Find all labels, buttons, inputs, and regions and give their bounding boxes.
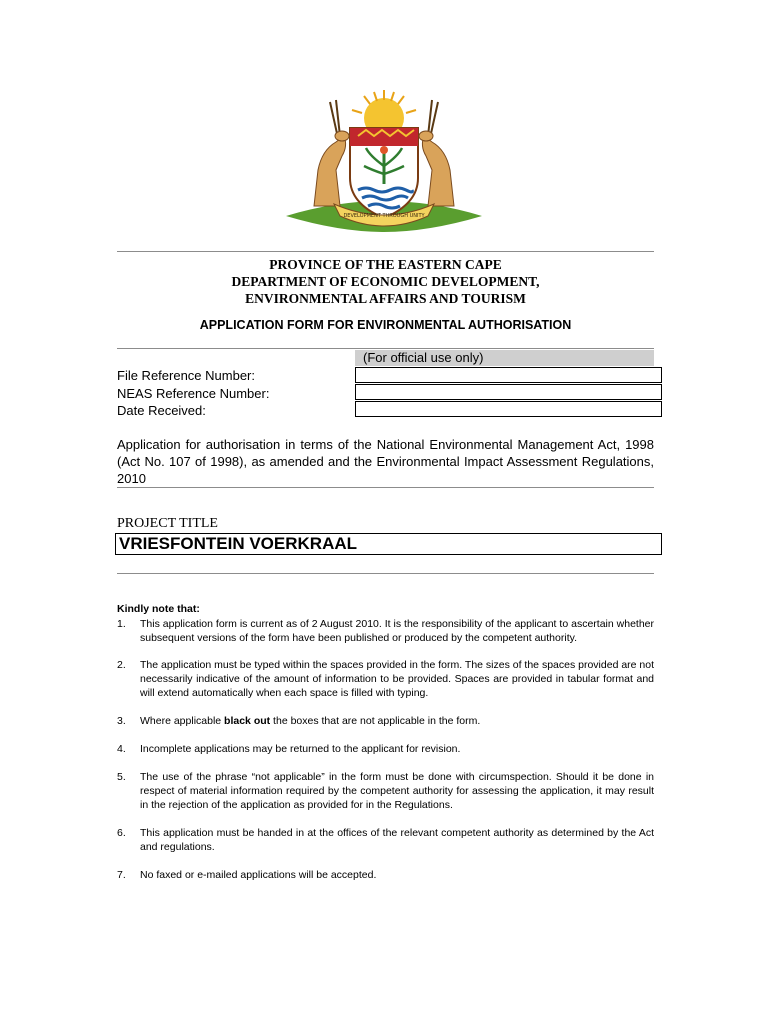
note-text: This application form is current as of 2 August 2010. It is the responsibility of the applicant to ascertain whether subsequent versions of the form have been published or produced by the competent authority. bbox=[140, 618, 654, 644]
note-number: 3. bbox=[117, 715, 126, 727]
note-number: 4. bbox=[117, 743, 126, 755]
antelope-supporter-right-icon bbox=[419, 100, 454, 206]
motto-text: DEVELOPMENT THROUGH UNITY bbox=[343, 213, 425, 219]
coat-of-arms-logo bbox=[278, 86, 490, 234]
note-text: This application must be handed in at the offices of the relevant competent authority as determined by the Act and regulations. bbox=[140, 827, 654, 853]
note-item-5 bbox=[117, 770, 654, 812]
note-item-1 bbox=[117, 617, 654, 645]
date-received-field[interactable] bbox=[355, 401, 662, 417]
page-title: APPLICATION FORM FOR ENVIRONMENTAL AUTHORISATION bbox=[199, 318, 572, 332]
header-province: PROVINCE OF THE EASTERN CAPE bbox=[269, 257, 502, 272]
note-text: The application must be typed within the spaces provided in the form. The sizes of the spaces provided are not necessarily indicative of the amount of information to be provided. Spaces are provided in tabular format and will extend automatically when each space is filled with typing. bbox=[140, 659, 655, 699]
note-item-6 bbox=[117, 826, 654, 854]
file-reference-label: File Reference Number: bbox=[117, 368, 255, 383]
note-item-2 bbox=[117, 658, 654, 700]
note-number: 2. bbox=[117, 659, 126, 671]
note-number: 5. bbox=[117, 771, 126, 783]
project-title-field[interactable]: VRIESFONTEIN VOERKRAAL bbox=[115, 533, 662, 555]
header-rule-top bbox=[117, 251, 654, 252]
date-received-label: Date Received: bbox=[117, 403, 206, 418]
note-text: Where applicable black out the boxes that are not applicable in the form. bbox=[140, 715, 481, 727]
file-reference-field[interactable] bbox=[355, 367, 662, 383]
title-rule bbox=[117, 348, 654, 349]
neas-reference-field[interactable] bbox=[355, 384, 662, 400]
header-department: DEPARTMENT OF ECONOMIC DEVELOPMENT, bbox=[231, 274, 540, 289]
note-item-7 bbox=[117, 868, 654, 882]
note-text: No faxed or e-mailed applications will be accepted. bbox=[140, 869, 377, 881]
notes-heading: Kindly note that: bbox=[117, 603, 200, 615]
note-number: 6. bbox=[117, 827, 126, 839]
project-title-label: PROJECT TITLE bbox=[117, 516, 218, 531]
antelope-supporter-left-icon bbox=[314, 100, 349, 206]
header-department-cont: ENVIRONMENTAL AFFAIRS AND TOURISM bbox=[245, 291, 526, 306]
neas-reference-label: NEAS Reference Number: bbox=[117, 386, 270, 401]
official-use-heading: (For official use only) bbox=[355, 350, 654, 366]
application-statement: Application for authorisation in terms of the National Environmental Management Act, 1998 (Act No. 107 of 1998), as amended and the Environmental Impact Assessment Regulations, 2010 bbox=[117, 437, 654, 486]
note-item-4 bbox=[117, 742, 654, 756]
note-number: 7. bbox=[117, 869, 126, 881]
note-text: Incomplete applications may be returned to the applicant for revision. bbox=[140, 743, 461, 755]
note-text: The use of the phrase “not applicable” in the form must be done with circumspection. Should it be done in respect of material information required by the competent authority for assessing the application, it may result in the rejection of the application as provided for in the Regulations. bbox=[140, 771, 654, 811]
note-item-3 bbox=[117, 714, 654, 728]
note-number: 1. bbox=[117, 618, 126, 630]
project-rule bbox=[117, 573, 654, 574]
statement-rule bbox=[117, 487, 654, 488]
